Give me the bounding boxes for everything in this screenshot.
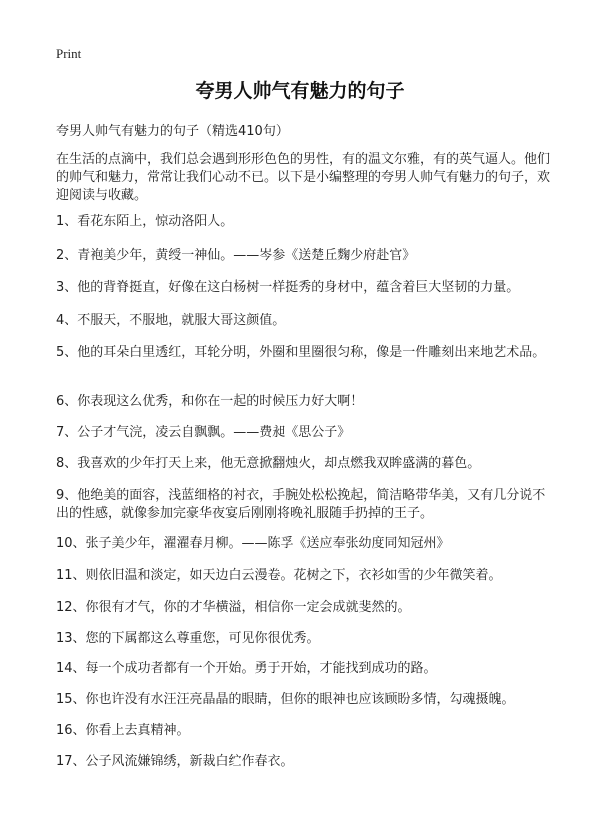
list-item: 9、他绝美的面容，浅蓝细格的衬衣，手腕处松松挽起，简洁略带华美，又有几分说不出的性感，就像参加完豪华夜宴后刚刚将晚礼服随手扔掉的王子。: [56, 488, 546, 521]
list-item: 11、则依旧温和淡定，如天边白云漫卷。花树之下，衣衫如雪的少年微笑着。: [56, 568, 502, 583]
list-item: 4、不服天，不服地，就服大哥这颜值。: [56, 313, 286, 328]
list-item: 15、你也许没有水汪汪亮晶晶的眼睛，但你的眼神也应该顾盼多情，勾魂摄魄。: [56, 692, 515, 707]
list-item: 6、你表现这么优秀，和你在一起的时候压力好大啊！: [56, 394, 364, 409]
list-item: 1、看花东陌上，惊动洛阳人。: [56, 214, 234, 229]
list-item: 5、他的耳朵白里透红，耳轮分明，外圈和里圈很匀称，像是一件雕刻出来地艺术品。: [56, 345, 546, 360]
list-item: 12、你很有才气，你的才华横溢，相信你一定会成就斐然的。: [56, 600, 411, 615]
list-item: 10、张子美少年，濯濯春月柳。——陈孚《送应奉张幼度同知冠州》: [56, 536, 450, 551]
list-item: 8、我喜欢的少年打天上来，他无意掀翻烛火，却点燃我双眸盛满的暮色。: [56, 456, 481, 471]
intro-paragraph: 在生活的点滴中，我们总会遇到形形色色的男性，有的温文尔雅，有的英气逼人。他们的帅气和魅力，常常让我们心动不已。以下是小编整理的夸男人帅气有魅力的句子，欢迎阅读与收藏。: [56, 152, 551, 203]
page-title: 夸男人帅气有魅力的句子: [195, 80, 405, 102]
list-item: 14、每一个成功者都有一个开始。勇于开始，才能找到成功的路。: [56, 661, 437, 676]
print-link[interactable]: Print: [56, 46, 82, 61]
list-item: 16、你看上去真精神。: [56, 723, 190, 738]
list-item: 3、他的背脊挺直，好像在这白杨树一样挺秀的身材中，蕴含着巨大坚韧的力量。: [56, 280, 520, 295]
subtitle: 夸男人帅气有魅力的句子（精选410句）: [56, 124, 289, 139]
list-item: 17、公子风流嫌锦绣，新裁白纻作春衣。: [56, 754, 294, 769]
list-item: 7、公子才气浣，凌云自飘飘。——费昶《思公子》: [56, 425, 351, 440]
list-item: 2、青袍美少年，黄绶一神仙。——岑参《送楚丘麴少府赴官》: [56, 248, 416, 263]
list-item: 13、您的下属都这么尊重您，可见你很优秀。: [56, 631, 320, 646]
